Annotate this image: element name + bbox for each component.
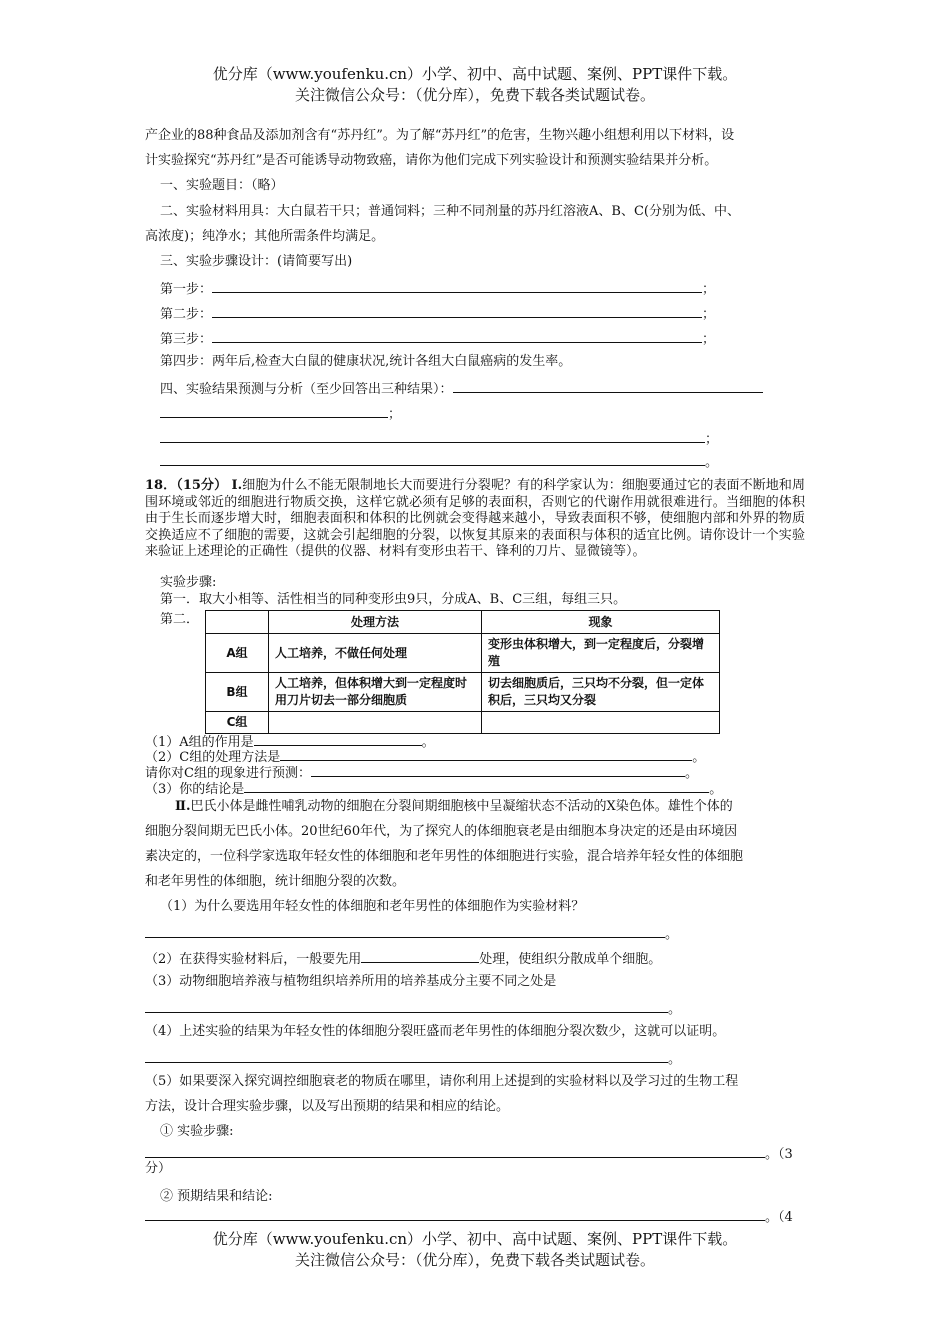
experiment-table	[205, 610, 720, 734]
qa2-period: 。	[692, 750, 706, 765]
q17-section2a: 二、实验材料用具：大白鼠若干只；普通饲料；三种不同剂量的苏丹红溶液A、B、C(分别为低、中、	[160, 204, 740, 219]
qa2b-blank[interactable]	[311, 762, 685, 777]
q17-step2	[160, 303, 715, 324]
step3-label: 第三步：	[160, 332, 213, 347]
q18-part2-line3: 素决定的，一位科学家选取年轻女性的体细胞和老年男性的体细胞进行实验，混合培养年轻女性的体细胞	[145, 849, 744, 864]
table-cell-group: A组	[206, 634, 269, 673]
qa2b-label: 请你对C组的现象进行预测：	[145, 766, 311, 781]
result2-semicolon: ；	[705, 432, 719, 447]
c1-blank[interactable]	[145, 1143, 765, 1158]
table-header-row	[206, 611, 720, 634]
section4-label: 四、实验结果预测与分析（至少回答出三种结果）：	[160, 382, 453, 397]
q18-b4-answer	[145, 1048, 681, 1069]
b3-blank[interactable]	[145, 998, 668, 1013]
step1-label: 第一步：	[160, 282, 213, 297]
section4-answer-blank[interactable]	[453, 378, 763, 393]
table-cell-result-blank[interactable]	[482, 712, 720, 734]
q18-step1: 第一．取大小相等、活性相当的同种变形虫9只，分成A、B、C三组，每组三只。	[160, 592, 627, 607]
q18-qa3	[145, 778, 722, 799]
table-header-group	[206, 611, 269, 634]
qa3-blank[interactable]	[244, 778, 709, 793]
b2-suffix: 处理，使组织分散成单个细胞。	[479, 952, 662, 967]
q18-part2-line2: 细胞分裂间期无巴氏小体。20世纪60年代，为了探究人的体细胞衰老是由细胞本身决定的还是由环境因	[145, 824, 738, 839]
table-row	[206, 673, 720, 712]
part2-text-a: 巴氏小体是雌性哺乳动物的细胞在分裂间期细胞核中呈凝缩状态不活动的X染色体。雄性个体的	[190, 799, 733, 814]
q17-result-line1	[160, 403, 401, 424]
q18-part2-line1	[175, 798, 733, 816]
q18-b4: （4）上述实验的结果为年轻女性的体细胞分裂旺盛而老年男性的体细胞分裂次数少，这就可以证明。	[145, 1024, 726, 1039]
q17-step4: 第四步：两年后,检查大白鼠的健康状况,统计各组大白鼠癌病的发生率。	[160, 354, 572, 369]
c1-period: 。	[765, 1147, 779, 1162]
table-cell-result: 切去细胞质后，三只均不分裂，但一定体积后，三只均又分裂	[482, 673, 720, 712]
q17-intro-line2: 计实验探究“苏丹红”是否可能诱导动物致癌，请你为他们完成下列实验设计和预测实验结果并分析。	[145, 153, 718, 168]
q17-section4	[160, 378, 763, 399]
qa3-label: （3）你的结论是	[145, 782, 245, 797]
page-footer-line2: 关注微信公众号：（优分库），免费下载各类试题试卷。	[294, 1251, 655, 1269]
q17-result-line2	[160, 428, 718, 449]
page-footer-line1: 优分库（www.youfenku.cn）小学、初中、高中试题、案例、PPT课件下载。	[212, 1230, 738, 1248]
c2-score: （4	[778, 1210, 793, 1225]
result1-semicolon: ；	[388, 407, 402, 422]
q18-part2-line4: 和老年男性的体细胞，统计细胞分裂的次数。	[145, 874, 406, 889]
q17-section1: 一、实验题目：（略）	[160, 178, 284, 193]
q18-step2: 第二．	[160, 612, 200, 627]
q17-section2b: 高浓度)；纯净水；其他所需条件均满足。	[145, 229, 385, 244]
step1-answer-blank[interactable]	[212, 278, 702, 293]
table-header-method: 处理方法	[269, 611, 482, 634]
c1-score: （3	[778, 1147, 793, 1162]
qa2b-period: 。	[684, 766, 698, 781]
c2-period: 。	[765, 1210, 779, 1225]
b2-label: （2）在获得实验材料后，一般要先用	[145, 952, 362, 967]
qa1-period: 。	[421, 735, 435, 750]
step3-answer-blank[interactable]	[212, 328, 702, 343]
qa1-label: （1）A组的作用是	[145, 735, 254, 750]
table-cell-method: 人工培养，不做任何处理	[269, 634, 482, 673]
q17-section3: 三、实验步骤设计：(请简要写出)	[160, 254, 353, 269]
b2-blank[interactable]	[361, 948, 479, 963]
q17-step3	[160, 328, 715, 349]
q18-b1-answer	[145, 923, 678, 944]
q18-b5a: （5）如果要深入探究调控细胞衰老的物质在哪里，请你利用上述提到的实验材料以及学习过的生物工程	[145, 1074, 739, 1089]
q18-b3-answer	[145, 998, 681, 1019]
b4-period: 。	[668, 1052, 682, 1067]
step1-semicolon: ；	[702, 282, 716, 297]
q17-intro-line1: 产企业的88种食品及添加剂含有“苏丹红”。为了解“苏丹红”的危害，生物兴趣小组想利用以下材料，设	[145, 128, 735, 143]
q18-steps-label: 实验步骤:	[160, 575, 217, 590]
q18-b1: （1）为什么要选用年轻女性的体细胞和老年男性的体细胞作为实验材料？	[160, 899, 585, 914]
q18-c2-label: ② 预期结果和结论:	[160, 1189, 273, 1204]
b4-blank[interactable]	[145, 1048, 668, 1063]
result3-period: 。	[705, 455, 719, 470]
q17-step1	[160, 278, 715, 299]
b1-blank[interactable]	[145, 923, 665, 938]
q18-c2-answer	[145, 1206, 793, 1227]
q18-b3: （3）动物细胞培养液与植物组织培养所用的培养基成分主要不同之处是	[145, 974, 557, 989]
q18-c1-score-end: 分）	[145, 1161, 172, 1176]
qa3-period: 。	[709, 782, 723, 797]
q18-part2-mark: Ⅱ.	[175, 799, 191, 814]
q18-c1-answer	[145, 1143, 793, 1164]
step2-semicolon: ；	[702, 307, 716, 322]
result3-blank[interactable]	[160, 451, 705, 466]
step3-semicolon: ；	[702, 332, 716, 347]
q18-part1-mark: Ⅰ.	[231, 478, 243, 493]
table-cell-group: B组	[206, 673, 269, 712]
q18-c1-label: ① 实验步骤:	[160, 1124, 234, 1139]
step2-answer-blank[interactable]	[212, 303, 702, 318]
q18-intro	[145, 478, 805, 561]
qa2-blank[interactable]	[280, 746, 692, 761]
page-header-line2: 关注微信公众号：（优分库），免费下载各类试题试卷。	[294, 86, 655, 104]
table-cell-method: 人工培养，但体积增大到一定程度时用刀片切去一部分细胞质	[269, 673, 482, 712]
q18-number: 18．（15分）	[145, 478, 228, 493]
step2-label: 第二步：	[160, 307, 213, 322]
result2-blank[interactable]	[160, 428, 705, 443]
table-header-result: 现象	[482, 611, 720, 634]
page-header-line1: 优分库（www.youfenku.cn）小学、初中、高中试题、案例、PPT课件下载。	[212, 65, 738, 83]
table-row	[206, 634, 720, 673]
qa1-blank[interactable]	[254, 731, 422, 746]
table-cell-result: 变形虫体积增大，到一定程度后，分裂增殖	[482, 634, 720, 673]
q18-b5b: 方法，设计合理实验步骤，以及写出预期的结果和相应的结论。	[145, 1099, 510, 1114]
qa2-label: （2）C组的处理方法是	[145, 750, 281, 765]
c2-blank[interactable]	[145, 1206, 765, 1221]
b1-period: 。	[665, 927, 679, 942]
table-cell-group: C组	[206, 712, 269, 734]
result1-blank[interactable]	[160, 403, 388, 418]
q18-b2	[145, 948, 661, 969]
q18-part1-text: 细胞为什么不能无限制地长大而要进行分裂呢？有的科学家认为：细胞要通过它的表面不断地和周围环境或邻近的细胞进行物质交换，这样它就必须有足够的表面积，否则它的代谢作用就很难进行。当细胞的体积由于生长而逐步增大时，细胞表面积和体积的比例就会变得越来越小，导致表面积不够，使细胞内部和外界的物质交换适应不了细胞的需要，这就会引起细胞的分裂，以恢复其原来的表面积与体积的适宜比例。请你设计一个实验来验证上述理论的正确性（提供的仪器、材料有变形虫若干、锋利的刀片、显微镜等）。	[145, 478, 805, 559]
q17-result-line3	[160, 451, 718, 472]
b3-period: 。	[668, 1002, 682, 1017]
